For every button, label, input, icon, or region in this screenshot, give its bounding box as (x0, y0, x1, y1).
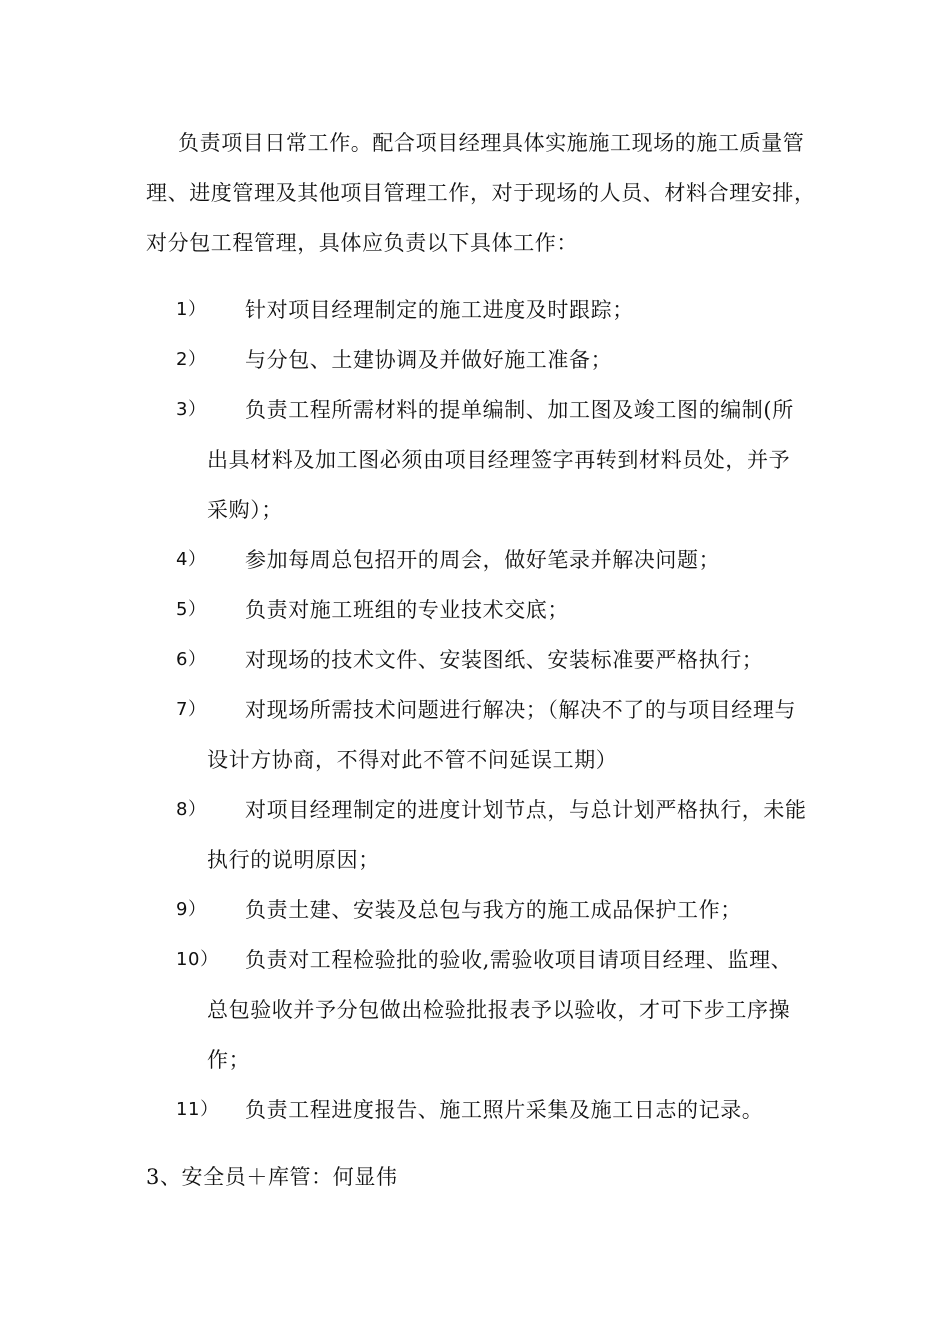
list-item-text: 参加每周总包招开的周会，做好笔录并解决问题； (245, 548, 721, 572)
list-item-number: 6） (176, 649, 207, 670)
list-item (0, 885, 950, 935)
list-item-text: 负责对施工班组的专业技术交底； (245, 598, 569, 622)
list-item-number: 1） (176, 299, 207, 320)
list-item-number: 11） (176, 1099, 219, 1120)
section-heading: 3、安全员＋库管：何显伟 (146, 1165, 398, 1189)
list-item (0, 285, 950, 335)
list-item-number: 7） (176, 699, 207, 720)
list-item-text: 与分包、土建协调及并做好施工准备； (245, 348, 613, 372)
intro-paragraph: 负责项目日常工作。配合项目经理具体实施施工现场的施工质量管理、进度管理及其他项目管理工作，对于现场的人员、材料合理安排，对分包工程管理，具体应负责以下具体工作： (146, 131, 816, 255)
list-item-text: 对现场所需技术问题进行解决；（解决不了的与项目经理与设计方协商，不得对此不管不问延误工期） (207, 698, 797, 772)
list-item-text: 对项目经理制定的进度计划节点，与总计划严格执行，未能执行的说明原因； (207, 798, 807, 872)
list-item-text: 针对项目经理制定的施工进度及时跟踪； (245, 298, 634, 322)
list-item-number: 4） (176, 549, 207, 570)
list-item (0, 385, 950, 535)
list-item (0, 685, 950, 785)
list-item-text: 负责对工程检验批的验收,需验收项目请项目经理、监理、总包验收并予分包做出检验批报表予以验收，才可下步工序操作； (207, 948, 793, 1072)
list-item (0, 535, 950, 585)
list-item (0, 935, 950, 1085)
list-item-number: 10） (176, 949, 219, 970)
list-item (0, 335, 950, 385)
list-item-text: 负责工程进度报告、施工照片采集及施工日志的记录。 (245, 1098, 764, 1122)
list-item-number: 8） (176, 799, 207, 820)
duty-list (0, 285, 950, 1135)
list-item (0, 1085, 950, 1135)
list-item-text: 对现场的技术文件、安装图纸、安装标准要严格执行； (245, 648, 764, 672)
list-item (0, 635, 950, 685)
list-item-number: 5） (176, 599, 207, 620)
list-item-number: 3） (176, 399, 207, 420)
list-item-text: 负责土建、安装及总包与我方的施工成品保护工作； (245, 898, 742, 922)
list-item-text: 负责工程所需材料的提单编制、加工图及竣工图的编制(所出具材料及加工图必须由项目经理签字再转到材料员处，并予采购）； (207, 398, 794, 522)
list-item (0, 785, 950, 885)
list-item-number: 2） (176, 349, 207, 370)
list-item-number: 9） (176, 899, 207, 920)
list-item (0, 585, 950, 635)
